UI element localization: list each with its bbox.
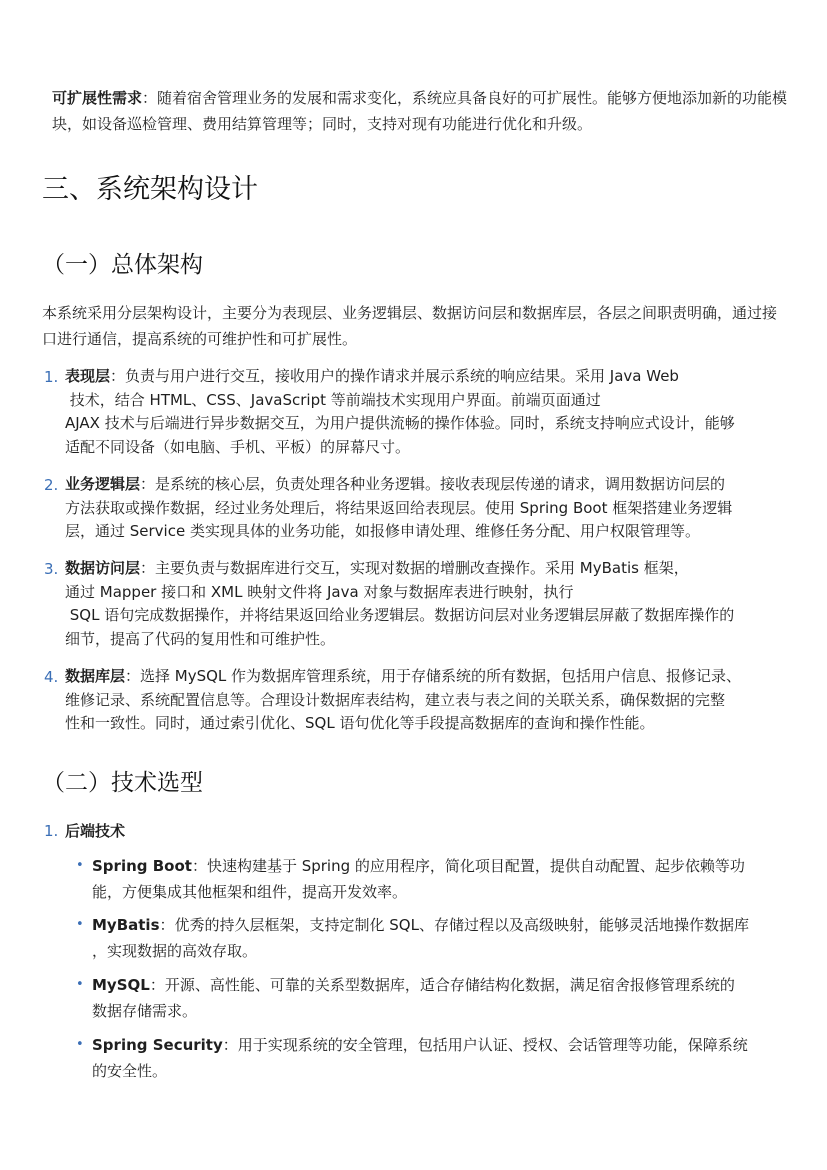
bullet-line: 数据存储需求。	[92, 1002, 198, 1020]
item-line: 层，通过 Service 类实现具体的业务功能，如报修申请处理、维修任务分配、用户权限管理等。	[65, 522, 700, 540]
scalability-requirement-paragraph	[52, 85, 792, 137]
bullet-label: Spring Boot	[92, 857, 192, 875]
bullet-line: 能，方便集成其他框架和组件，提高开发效率。	[92, 883, 408, 901]
bullet-line: ，实现数据的高效存取。	[92, 942, 258, 960]
scalability-text: ：随着宿舍管理业务的发展和需求变化，系统应具备良好的可扩展性。能够方便地添加新的功能模块，如设备巡检管理、费用结算管理等；同时，支持对现有功能进行优化和升级。	[52, 89, 788, 133]
item-label: 表现层	[65, 367, 111, 385]
tech-selection-heading: （二）技术选型	[42, 770, 203, 796]
overall-architecture-heading: （一）总体架构	[42, 252, 203, 278]
item-line: 方法获取或操作数据，经过业务处理后，将结果返回给表现层。使用 Spring Boot 框架搭建业务逻辑	[65, 498, 733, 517]
item-line: 维修记录、系统配置信息等。合理设计数据库表结构，建立表与表之间的关联关系，确保数据的完整	[65, 690, 726, 709]
item-line: 细节，提高了代码的复用性和可维护性。	[65, 629, 336, 648]
scalability-label: 可扩展性需求	[52, 89, 143, 107]
item-line: SQL 语句完成数据操作，并将结果返回给业务逻辑层。数据访问层对业务逻辑层屏蔽了数据库操作的	[65, 606, 735, 624]
item-line: 数据访问层：主要负责与数据库进行交互，实现对数据的增删改查操作。采用 MyBatis 框架，	[65, 559, 689, 577]
list-item-business-logic-layer	[65, 473, 811, 544]
bullet-icon: •	[76, 977, 84, 992]
bullet-line: 的安全性。	[92, 1062, 168, 1080]
item-line: 技术，结合 HTML、CSS、JavaScript 等前端技术实现用户界面。前端页面通过	[65, 390, 601, 409]
bullet-label: MySQL	[92, 976, 150, 994]
item-line: 适配不同设备（如电脑、手机、平板）的屏幕尺寸。	[65, 437, 411, 456]
bullet-spring-boot: Spring Boot：快速构建基于 Spring 的应用程序，简化项目配置，提供自动配置、起步依赖等功 能，方便集成其他框架和组件，提高开发效率。	[92, 853, 808, 905]
item-line: 数据库层：选择 MySQL 作为数据库管理系统，用于存储系统的所有数据，包括用户信息、报修记录、	[65, 667, 742, 685]
list-item-presentation-layer	[65, 365, 811, 459]
item-label: 业务逻辑层	[65, 475, 141, 493]
bullet-mysql: MySQL：开源、高性能、可靠的关系型数据库，适合存储结构化数据，满足宿舍报修管理系统的 数据存储需求。	[92, 972, 808, 1024]
architecture-intro-paragraph: 本系统采用分层架构设计，主要分为表现层、业务逻辑层、数据访问层和数据库层，各层之间职责明确，通过接口进行通信，提高系统的可维护性和可扩展性。	[42, 304, 778, 348]
list-number: 1.	[44, 368, 59, 386]
list-item-database-layer	[65, 665, 811, 736]
bullet-icon: •	[76, 917, 84, 932]
list-item-backend-tech	[65, 818, 811, 844]
list-item-data-access-layer	[65, 557, 811, 651]
bullet-spring-security: Spring Security：用于实现系统的安全管理，包括用户认证、授权、会话管理等功能，保障系统 的安全性。	[92, 1032, 808, 1084]
item-line: 业务逻辑层：是系统的核心层，负责处理各种业务逻辑。接收表现层传递的请求，调用数据访问层的	[65, 475, 726, 493]
bullet-label: MyBatis	[92, 916, 160, 934]
bullet-label: Spring Security	[92, 1036, 223, 1054]
bullet-icon: •	[76, 858, 84, 873]
item-label: 数据访问层	[65, 559, 141, 577]
item-line: 性和一致性。同时，通过索引优化、SQL 语句优化等手段提高数据库的查询和操作性能。	[65, 714, 655, 732]
item-label: 后端技术	[65, 822, 126, 840]
list-number: 4.	[44, 668, 59, 686]
bullet-icon: •	[76, 1037, 84, 1052]
item-line: 通过 Mapper 接口和 XML 映射文件将 Java 对象与数据库表进行映射，执行	[65, 582, 574, 601]
list-number: 1.	[44, 822, 59, 840]
list-number: 3.	[44, 560, 59, 578]
bullet-mybatis: MyBatis：优秀的持久层框架，支持定制化 SQL、存储过程以及高级映射，能够灵活地操作数据库 ，实现数据的高效存取。	[92, 912, 808, 964]
item-line: AJAX 技术与后端进行异步数据交互，为用户提供流畅的操作体验。同时，系统支持响应式设计，能够	[65, 414, 735, 432]
item-line: 表现层：负责与用户进行交互，接收用户的操作请求并展示系统的响应结果。采用 Java Web	[65, 367, 679, 385]
item-label: 数据库层	[65, 667, 126, 685]
section-3-heading: 三、系统架构设计	[42, 174, 258, 205]
list-number: 2.	[44, 476, 59, 494]
